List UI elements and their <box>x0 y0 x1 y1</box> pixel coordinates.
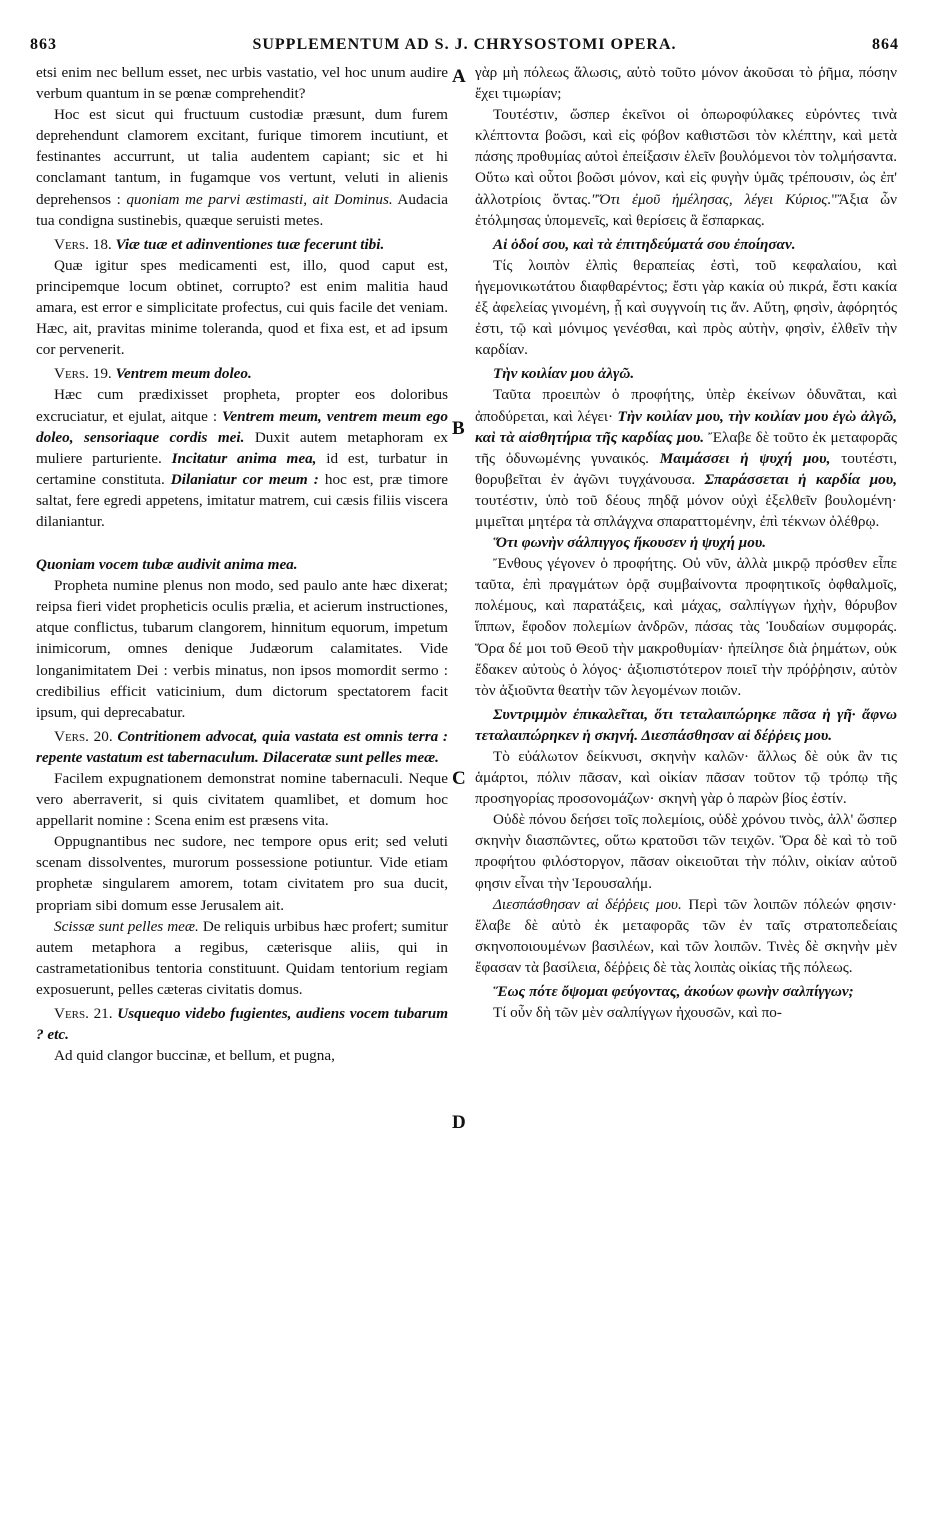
latin-paragraph: Oppugnantibus nec sudore, nec tempore opus erit; sed veluti scenam dissolventes, murorum possessione potiuntur. Vide etiam prophetæ singularem amorem, totam civitatem pro sua ducit, propriam sibi domum esse Jerusalem ait. <box>36 833 448 914</box>
greek-paragraph: Ἔνθους γέγονεν ὁ προφήτης. Οὐ νῦν, ἀλλὰ μικρῷ πρόσθεν εἶπε ταῦτα, ἐπὶ πραγμάτων ὁρᾷ συμβαίνοντα προφητικοῖς ὀφθαλμοῖς, πολέμους, καὶ παρατάξεις, καὶ μάχας, σαλπίγγων ἠχὴν, θόρυβον ἵππων, ἔφοδον πολεμίων ἀνδρῶν, πάσας τὰς Ἰουδαίων συμφοράς. Ὅρα δέ μοι τοῦ Θεοῦ τὴν μακροθυμίαν· ἠπείλησε διὰ ῥημάτων, οὐκ ἔδακεν αὐτοὺς ὁ λόγος· ἀξιοπιστότερον ποιεῖ τὴν πρόῤῥησιν, αὐτὸν τὸν ἀξιοῦντα θεατὴν τῶν λεγομένων ποιῶν. <box>475 555 897 699</box>
greek-paragraph: Διεσπάσθησαν αἱ δέῤῥεις μου. Περὶ τῶν λοιπῶν πόλεών φησιν· ἔλαβε δὲ αὐτὸ ἐκ μεταφορᾶς τῶν ἐν ταῖς στρατοπεδείαις σκηνοποιουμένων βασιλέων, καὶ τῶν λοιπῶν. Τινὲς δὲ σκηνὴν μὲν ἔφασαν τὰ βασίλεια, δέῤῥεις δὲ τὰς λοιπὰς οἰκίας τῆς πόλεως. <box>475 895 897 976</box>
greek-paragraph: Οὐδὲ πόνου δεήσει τοῖς πολεμίοις, οὐδὲ χρόνου τινὸς, ἀλλ' ὥσπερ σκηνὴν διασπῶντες, οὕτω κρατοῦσι τῶν τειχῶν. Ὅρα δὲ καὶ τὸ τοῦ προφήτου φιλόστοργον, πᾶσαν οἰκειοῦται τὴν πόλιν, οἰκίαν αὐτοῦ φησιν εἶναι τὴν Ἱερουσαλήμ. <box>475 811 897 892</box>
latin-paragraph: Scissæ sunt pelles meæ. De reliquis urbibus hæc profert; sumitur autem metaphora a regibus, cæterisque aliis, qui in castrametationibus tentoria constituunt. Quidam tentorium regiam exposuerunt, pelles cæteras civitatis domus. <box>36 917 448 998</box>
running-title: SUPPLEMENTUM AD S. J. CHRYSOSTOMI OPERA. <box>252 36 677 53</box>
section-marker-d: D <box>452 1112 466 1133</box>
greek-verse-20: Συντριμμὸν ἐπικαλεῖται, ὅτι τεταλαιπώρηκε πᾶσα ἡ γῆ· ἄφνω τεταλαιπώρηκεν ἡ σκηνή. Διεσπάσθησαν αἱ δέῤῥεις μου. <box>475 705 897 744</box>
page-number-left: 863 <box>30 36 57 53</box>
greek-paragraph: Τίς λοιπὸν ἐλπὶς θεραπείας ἐστὶ, τοῦ κεφαλαίου, καὶ ἡγεμονικωτάτου διαφθαρέντος; ἔστι γὰρ κακία οὐ πικρά, ἔστι κακία ἐξ ἀφελείας γινομένη, ᾗ καὶ συγγνοίη τις ἄν. Αὕτη, φησὶν, ἀφόρητός ἐστι, τῷ καὶ μόνιμος γενέσθαι, καὶ πρὸς αὐτὴν, φησὶν, ἐλθεῖν τὴν καρδίαν. <box>475 256 897 359</box>
page-number-right: 864 <box>872 36 899 53</box>
greek-verse-18: Αἱ ὁδοί σου, καὶ τὰ ἐπιτηδεύματά σου ἐποίησαν. <box>493 235 796 253</box>
latin-paragraph: etsi enim nec bellum esset, nec urbis vastatio, vel hoc unum audire verbum quantum in se pœnæ comprehendit? <box>36 64 448 103</box>
latin-verse-18: Vers. 18. Viæ tuæ et adinventiones tuæ fecerunt tibi. <box>54 235 385 253</box>
section-marker-b: B <box>452 418 465 439</box>
greek-paragraph: γὰρ μὴ πόλεως ἅλωσις, αὐτὸ τοῦτο μόνον ἀκοῦσαι τὸ ῥῆμα, πόσην ἔχει τιμωρίαν; <box>475 64 897 103</box>
latin-paragraph: Propheta numine plenus non modo, sed paulo ante hæc dixerat; reipsa fieri videt propheticis oculis prælia, et acierum instructiones, atque conflictus, tubarum clangorem, hinnitum equorum, impetum inimicorum, omnes denique Judæorum calamitates. Vide longanimitatem Dei : verbis minatus, non ipsos momordit sermo : credibilius efficit vaticinium, dum dictorum spectatorem facit ipsum, qui deprecabatur. <box>36 577 448 721</box>
greek-paragraph: Τουτέστιν, ὥσπερ ἐκεῖνοι οἱ ὀπωροφύλακες εὑρόντες τινὰ κλέπτοντα βοῶσι, καὶ εἰς φόβον καθιστῶσι τὸν κλέπτην, καὶ μετὰ πάσης προθυμίας αὐτοὶ ἐπείξασιν ἑλεῖν βουλόμενοι τὸν τολμήσαντα. Οὕτω καὶ οὗτοι βοῶσι μόνον, καὶ εἰς φυγὴν ὑμᾶς τρέπουσιν, ὡς ἐπ' ἀλλοτρίοις ὄντας."Ὅτι ἐμοῦ ἠμέλησας, λέγει Κύριος."Ἄξια ὧν ἐτόλμησας ὑπομενεῖς, καὶ θερίσεις ἃ ἔσπαρκας. <box>475 106 897 229</box>
latin-verse-20: Vers. 20. Contritionem advocat, quia vastata est omnis terra : repente vastatum est tabernaculum. Dilaceratæ sunt pelles meæ. <box>36 727 448 766</box>
greek-paragraph: Τὸ εὐάλωτον δείκνυσι, σκηνὴν καλῶν· ἄλλως δὲ οὐκ ἂν τις ἁμάρτοι, πόλιν πᾶσαν, καὶ οἰκίαν πᾶσαν τοῦτον τῷ τρόπῳ τῆς προσηγορίας προσονομάζων· σκηνὴ γὰρ ὁ παρὼν βίος ἐστίν. <box>475 748 897 808</box>
latin-paragraph: Hoc est sicut qui fructuum custodiæ præsunt, dum furem deprehendunt clamorem excitant, furique timorem incutiunt, et festinantes accurrunt, ut talia audentem capiant; sic et hi conclamant tantum, in fugamque vos vertunt, veluti in alienis deprehensos : quoniam me parvi æstimasti, ait Dominus. Audacia tua condigna sustinebis, quæque seruisti metes. <box>36 106 448 229</box>
latin-verse-21: Vers. 21. Usquequo videbo fugientes, audiens vocem tubarum ? etc. <box>36 1005 448 1044</box>
latin-paragraph: Hæc cum prædixisset propheta, propter eos doloribus excruciatur, et ejulat, aitque : Ventrem meum, ventrem meum ego doleo, sensoriaque cordis mei. Duxit autem metaphoram ex muliere parturiente. Incitatur anima mea, id est, turbatur in certamine constituta. Dilaniatur cor meum : hoc est, præ timore saltat, fere egredi appetens, imitatur matrem, cui cæsis filiis viscera dilaniantur. <box>36 386 448 530</box>
greek-column <box>475 62 897 1530</box>
latin-column <box>36 62 448 1530</box>
greek-verse-19: Τὴν κοιλίαν μου ἀλγῶ. <box>493 365 635 383</box>
greek-verse-21: Ἕως πότε ὄψομαι φεύγοντας, ἀκούων φωνὴν σαλπίγγων; <box>493 983 854 1001</box>
running-header <box>30 36 899 58</box>
section-marker-c: C <box>452 768 466 789</box>
greek-paragraph: Τί οὖν δὴ τῶν μὲν σαλπίγγων ἠχουσῶν, καὶ πο- <box>493 1004 782 1022</box>
latin-paragraph: Quæ igitur spes medicamenti est, illo, quod caput est, principemque locum obtinet, corrupto? est enim malitia haud amara, est error e simplicitate profectus, cui quis facile det veniam. Hæc, ait, pravitas minime toleranda, quod et fixa est, et ad ipsum cor pervenerit. <box>36 256 448 359</box>
latin-paragraph: Ad quid clangor buccinæ, et bellum, et pugna, <box>54 1047 335 1065</box>
section-marker-a: A <box>452 66 466 87</box>
latin-lemma: Quoniam vocem tubæ audivit anima mea. <box>36 556 298 574</box>
greek-paragraph: Ταῦτα προειπὼν ὁ προφήτης, ὑπὲρ ἐκείνων ὀδυνᾶται, καὶ ἀποδύρεται, καὶ λέγει· Τὴν κοιλίαν μου, τὴν κοιλίαν μου ἐγὼ ἀλγῶ, καὶ τὰ αἰσθητήρια τῆς καρδίας μου. Ἔλαβε δὲ τοῦτο ἐκ μεταφορᾶς τῆς ὀδυνωμένης γυναικός. Μαιμάσσει ἡ ψυχή μου, τουτέστι, θορυβεῖται ἐν ἀγῶνι τυγχάνουσα. Σπαράσσεται ἡ καρδία μου, τουτέστιν, ὑπὸ τοῦ δέους πηδᾷ μόνον οὐχὶ ἐξελθεῖν βουλομένη· μιμεῖται μητέρα τὰ σπλάγχνα σπαραττομένην, ἐπὶ τέκνων ὀλέθρῳ. <box>475 386 897 530</box>
greek-lemma: Ὅτι φωνὴν σάλπιγγος ἤκουσεν ἡ ψυχή μου. <box>493 534 767 552</box>
latin-verse-19: Vers. 19. Ventrem meum doleo. <box>54 365 252 383</box>
latin-paragraph: Facilem expugnationem demonstrat nomine tabernaculi. Neque vero aberraverit, si quis civitatem quamlibet, et domum hoc appellarit nomine : Scena enim est præsens vita. <box>36 770 448 830</box>
